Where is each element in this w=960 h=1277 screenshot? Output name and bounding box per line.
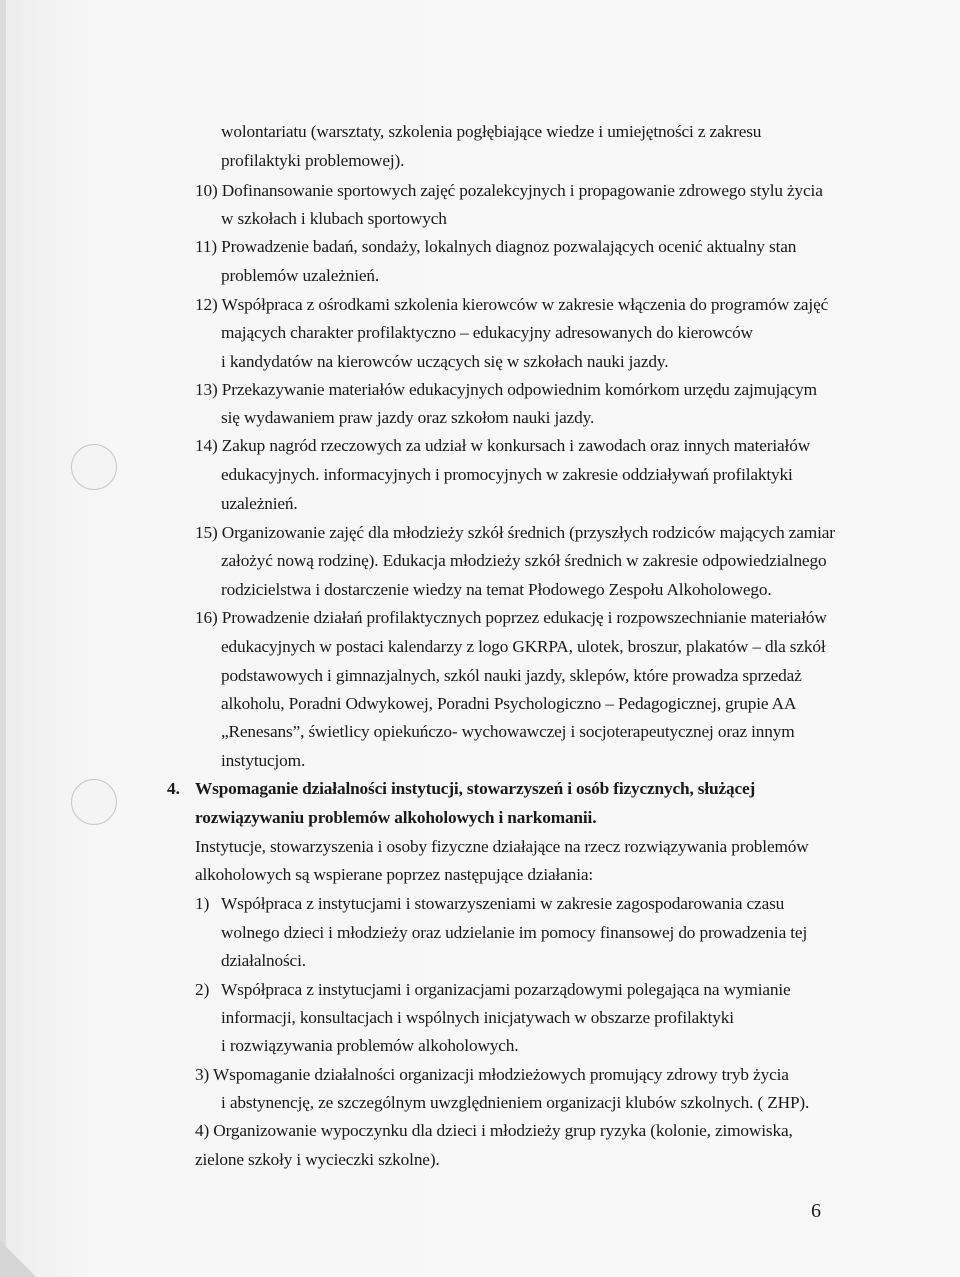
text-line: „Renesans”, świetlicy opiekuńczo- wychowawczej i socjoterapeutycznej oraz innym (221, 722, 795, 741)
list-item-15: 15) Organizowanie zajęć dla młodzieży szkół średnich (przyszłych rodziców mających zamiar (195, 523, 835, 542)
list-item-12: 12) Współpraca z ośrodkami szkolenia kierowców w zakresie włączenia do programów zajęć (195, 295, 829, 314)
list-item-10: 10) Dofinansowanie sportowych zajęć pozalekcyjnych i propagowanie zdrowego stylu życia (195, 181, 823, 200)
text-line: zielone szkoły i wycieczki szkolne). (195, 1150, 440, 1169)
list-item-11: 11) Prowadzenie badań, sondaży, lokalnych diagnoz pozwalających ocenić aktualny stan (195, 237, 797, 256)
list-number: 1) (195, 894, 210, 913)
list-item-4: 4) Organizowanie wypoczynku dla dzieci i młodzieży grup ryzyka (kolonie, zimowiska, (195, 1121, 793, 1140)
punch-hole (71, 444, 117, 490)
list-item-1: Współpraca z instytucjami i stowarzyszeniami w zakresie zagospodarowania czasu (221, 894, 785, 913)
text-line: wolontariatu (warsztaty, szkolenia pogłębiające wiedze i umiejętności z zakresu (221, 122, 762, 141)
section-heading: Wspomaganie działalności instytucji, stowarzyszeń i osób fizycznych, służącej (195, 779, 756, 798)
text-line: problemów uzależnień. (221, 266, 380, 285)
text-line: w szkołach i klubach sportowych (221, 209, 447, 228)
text-line: działalności. (221, 951, 306, 970)
text-line: edukacyjnych. informacyjnych i promocyjnych w zakresie oddziaływań profilaktyki (221, 465, 793, 484)
page-edge-shadow (0, 0, 6, 1277)
list-item-2: Współpraca z instytucjami i organizacjami pozarządowymi polegająca na wymianie (221, 980, 791, 999)
paragraph-line: Instytucje, stowarzyszenia i osoby fizyczne działające na rzecz rozwiązywania problemów (195, 837, 809, 856)
text-line: rodzicielstwa i dostarczenie wiedzy na temat Płodowego Zespołu Alkoholowego. (221, 580, 772, 599)
text-line: uzależnień. (221, 494, 298, 513)
text-line: mających charakter profilaktyczno – edukacyjny adresowanych do kierowców (221, 323, 753, 342)
text-line: podstawowych i gimnazjalnych, szkól nauki jazdy, sklepów, które prowadza sprzedaż (221, 666, 802, 685)
text-line: profilaktyki problemowej). (221, 151, 405, 170)
list-item-14: 14) Zakup nagród rzeczowych za udział w konkursach i zawodach oraz innych materiałów (195, 436, 811, 455)
section-heading: rozwiązywaniu problemów alkoholowych i narkomanii. (195, 808, 597, 827)
text-line: wolnego dzieci i młodzieży oraz udzielanie im pomocy finansowej do prowadzenia tej (221, 923, 808, 942)
text-line: założyć nową rodzinę). Edukacja młodzieży szkół średnich w zakresie odpowiedzialnego (221, 551, 827, 570)
text-line: alkoholu, Poradni Odwykowej, Poradni Psychologiczno – Pedagogicznej, grupie AA (221, 694, 797, 713)
text-line: i abstynencję, ze szczególnym uwzględnieniem organizacji klubów szkolnych. ( ZHP). (221, 1093, 810, 1112)
text-line: i rozwiązywania problemów alkoholowych. (221, 1036, 519, 1055)
page-number: 6 (811, 1200, 821, 1222)
list-item-3: 3) Wspomaganie działalności organizacji młodzieżowych promujący zdrowy tryb życia (195, 1065, 789, 1084)
list-item-16: 16) Prowadzenie działań profilaktycznych poprzez edukację i rozpowszechnianie materiałów (195, 608, 827, 627)
section-number: 4. (167, 779, 180, 798)
text-line: instytucjom. (221, 751, 306, 770)
punch-hole (71, 779, 117, 825)
text-line: i kandydatów na kierowców uczących się w szkołach nauki jazdy. (221, 352, 669, 371)
text-line: się wydawaniem praw jazdy oraz szkołom nauki jazdy. (221, 408, 595, 427)
text-line: informacji, konsultacjach i wspólnych inicjatywach w obszarze profilaktyki (221, 1008, 734, 1027)
list-item-13: 13) Przekazywanie materiałów edukacyjnych odpowiednim komórkom urzędu zajmującym (195, 380, 817, 399)
page-corner-shadow (0, 1241, 36, 1277)
list-number: 2) (195, 980, 210, 999)
paragraph-line: alkoholowych są wspierane poprzez następujące działania: (195, 865, 594, 884)
text-line: edukacyjnych w postaci kalendarzy z logo GKRPA, ulotek, broszur, plakatów – dla szkół (221, 637, 826, 656)
